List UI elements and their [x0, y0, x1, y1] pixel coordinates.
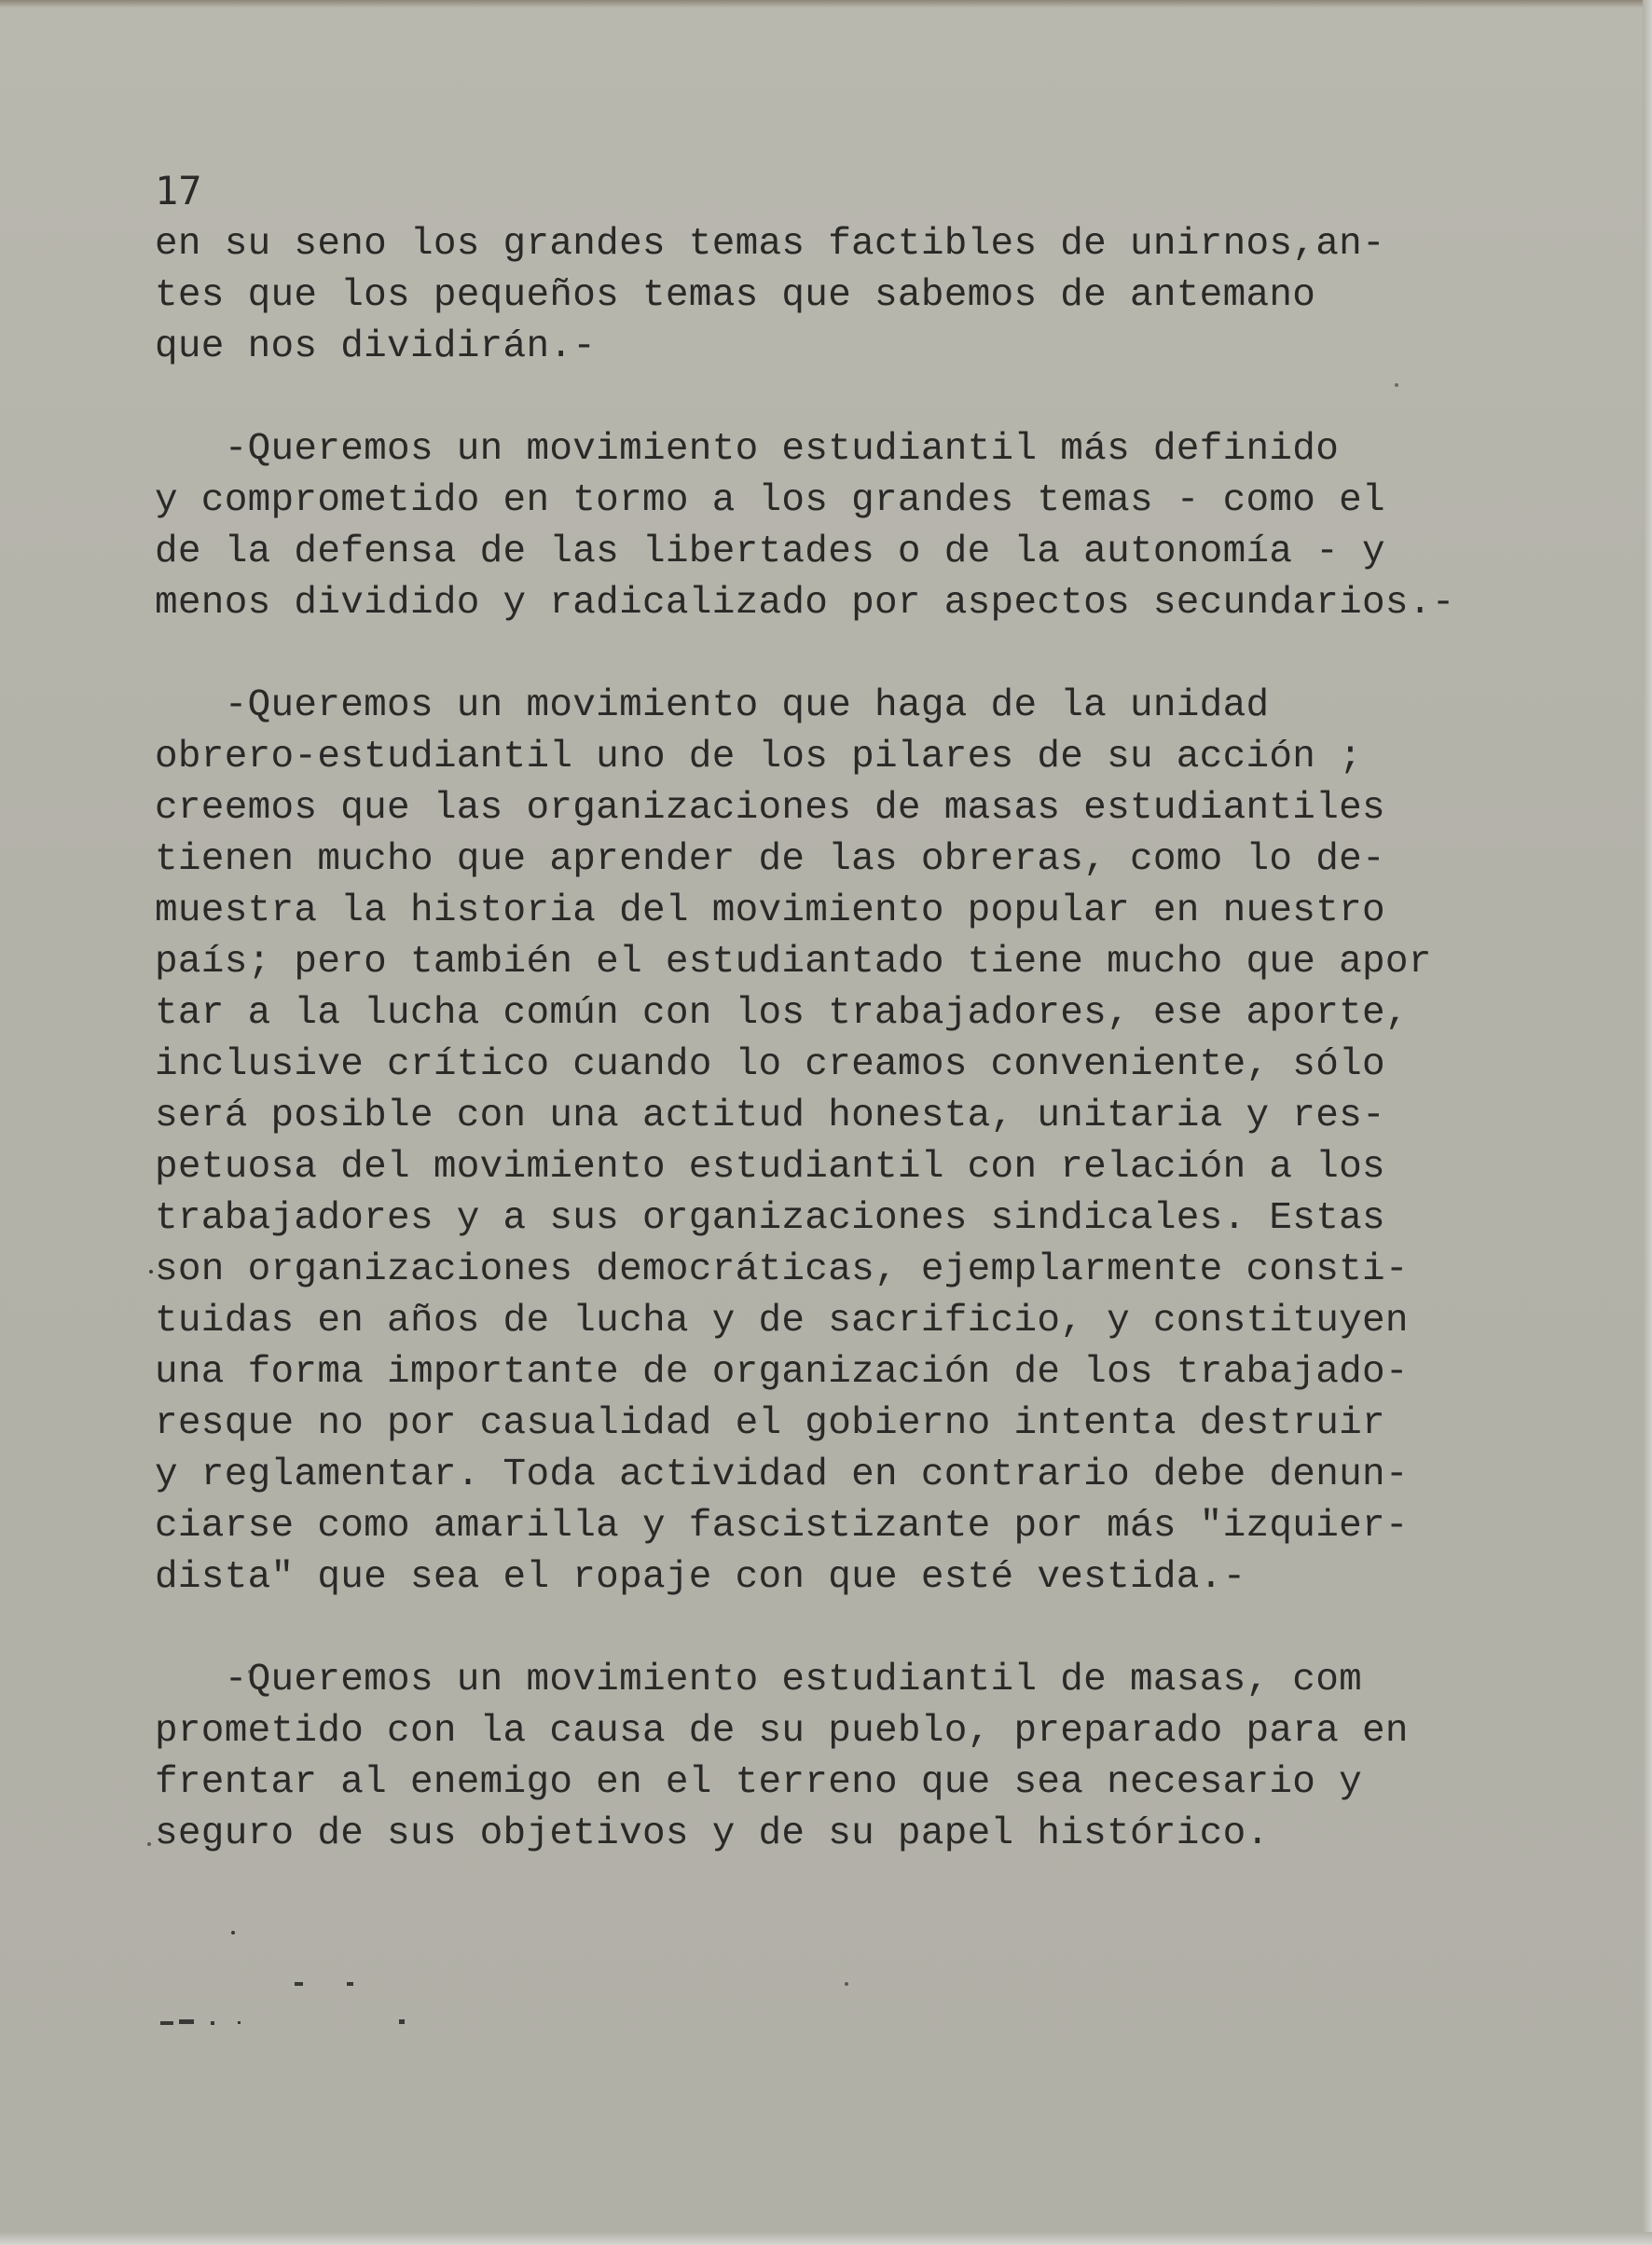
text-line: resque no por casualidad el gobierno intenta destruir	[155, 1402, 1385, 1445]
text-line: son organizaciones democráticas, ejemplarmente consti-	[155, 1248, 1409, 1291]
text-line: tuidas en años de lucha y de sacrificio, y constituyen	[155, 1300, 1409, 1343]
document-body	[155, 219, 1609, 1911]
text-line: país; pero también el estudiantado tiene mucho que apor	[155, 941, 1432, 984]
text-line: ciarse como amarilla y fascistizante por más "izquier-	[155, 1505, 1409, 1548]
text-line: dista" que sea el ropaje con que esté vestida.-	[155, 1556, 1246, 1599]
text-line: tienen mucho que aprender de las obreras, como lo de-	[155, 838, 1385, 881]
text-line: trabajadores y a sus organizaciones sindicales. Estas	[155, 1197, 1385, 1240]
text-line: será posible con una actitud honesta, unitaria y res-	[155, 1095, 1385, 1137]
text-line: -Queremos un movimiento estudiantil más definido	[155, 428, 1340, 471]
page-number: 17	[155, 168, 202, 213]
text-line: muestra la historia del movimiento popular en nuestro	[155, 889, 1385, 932]
text-line: -Queremos un movimiento estudiantil de masas, com	[155, 1659, 1363, 1701]
text-line: petuosa del movimiento estudiantil con relación a los	[155, 1146, 1385, 1189]
text-line: prometido con la causa de su pueblo, preparado para en	[155, 1710, 1409, 1753]
text-line: de la defensa de las libertades o de la autonomía - y	[155, 530, 1385, 573]
paragraph-2	[155, 424, 1609, 629]
text-line: tes que los pequeños temas que sabemos de antemano	[155, 274, 1316, 317]
text-line: creemos que las organizaciones de masas estudiantiles	[155, 787, 1385, 830]
paragraph-4	[155, 1655, 1609, 1860]
text-line: -Queremos un movimiento que haga de la unidad	[155, 684, 1270, 727]
text-line: menos dividido y radicalizado por aspectos secundarios.-	[155, 582, 1455, 625]
paragraph-1	[155, 219, 1609, 373]
text-line: y comprometido en tormo a los grandes temas - como el	[155, 479, 1385, 522]
text-line: inclusive crítico cuando lo creamos conveniente, sólo	[155, 1043, 1385, 1086]
text-line: obrero-estudiantil uno de los pilares de su acción ;	[155, 736, 1363, 778]
text-line: tar a la lucha común con los trabajadores, ese aporte,	[155, 992, 1409, 1035]
text-line: y reglamentar. Toda actividad en contrario debe denun-	[155, 1453, 1409, 1496]
text-line: que nos dividirán.-	[155, 325, 597, 368]
text-line: frentar al enemigo en el terreno que sea necesario y	[155, 1761, 1363, 1804]
text-line: en su seno los grandes temas factibles de unirnos,an-	[155, 223, 1385, 266]
text-line: seguro de sus objetivos y de su papel histórico.	[155, 1812, 1270, 1855]
paragraph-3	[155, 681, 1609, 1604]
text-line: una forma importante de organización de los trabajado-	[155, 1351, 1409, 1394]
